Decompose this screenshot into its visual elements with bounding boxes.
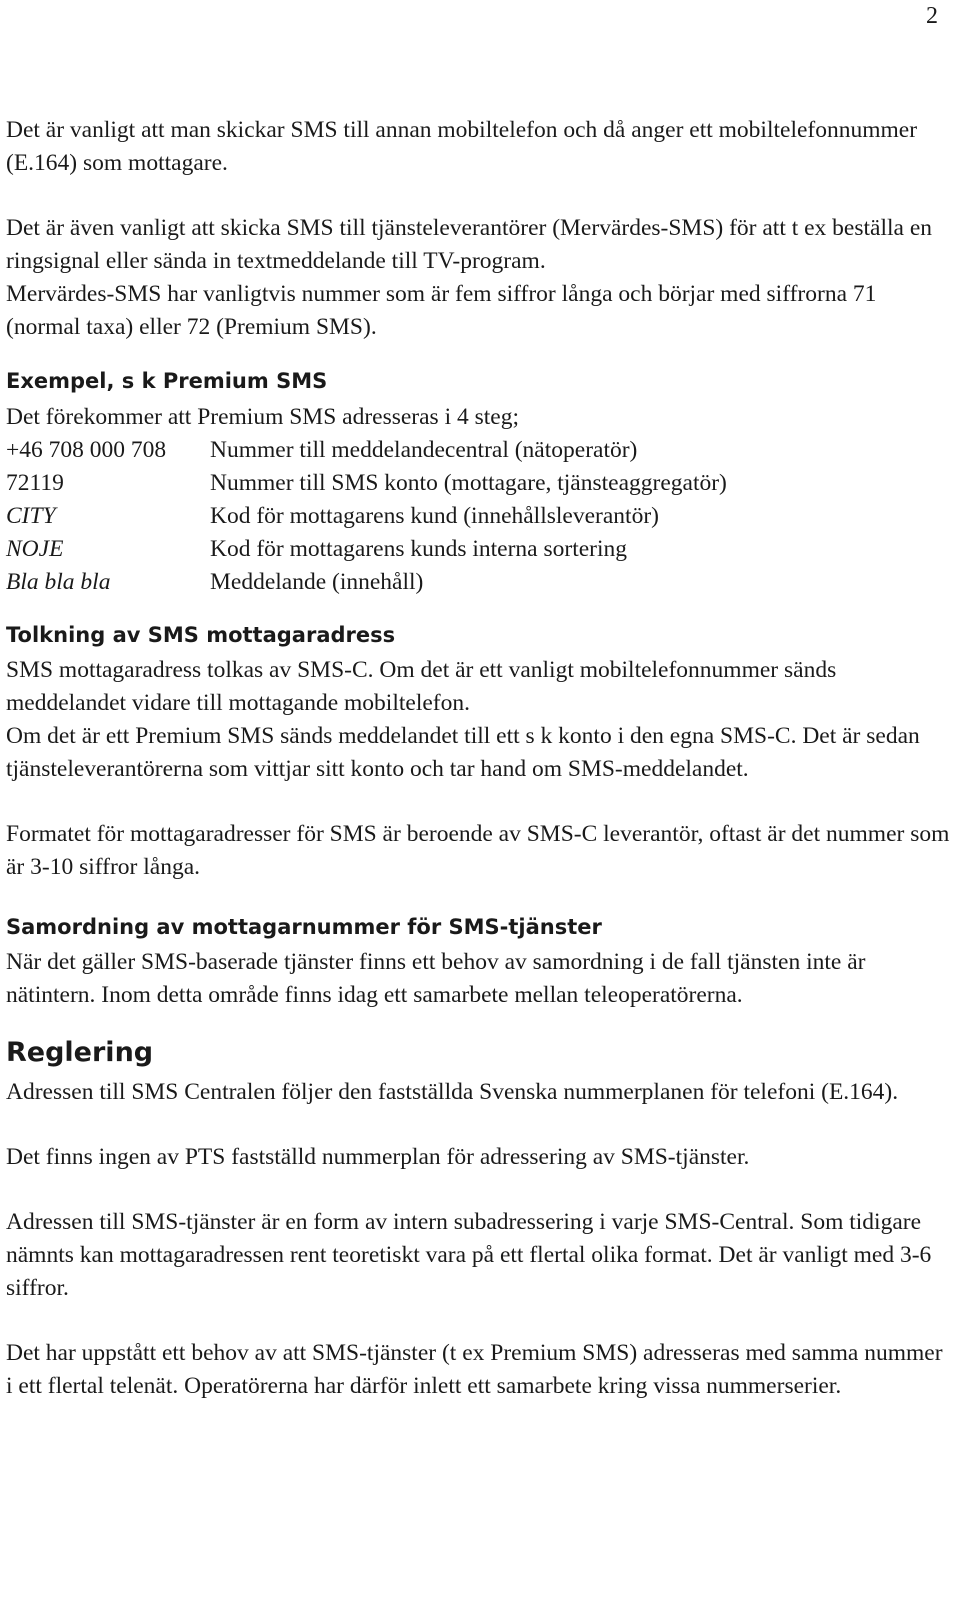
reglering-paragraph-4: Det har uppstått ett behov av att SMS-tjänster (t ex Premium SMS) adresseras med samma nummer i ett flertal telenät. Operatörerna har därför inlett ett samarbete kring vissa nummerserier. (6, 1340, 943, 1399)
reglering-paragraph-1: Adressen till SMS Centralen följer den fastställda Svenska nummerplanen för telefoni (E.164). (6, 1079, 899, 1105)
address-code: +46 708 000 708 (6, 437, 167, 463)
samordning-heading: Samordning av mottagarnummer för SMS-tjänster (6, 915, 602, 939)
samordning-paragraph-1: När det gäller SMS-baserade tjänster finns ett behov av samordning i de fall tjänsten inte är nätintern. Inom detta område finns idag ett samarbete mellan teleoperatörerna. (6, 949, 866, 1008)
table-row (6, 533, 727, 566)
reglering-paragraph-2: Det finns ingen av PTS fastställd nummerplan för adressering av SMS-tjänster. (6, 1144, 750, 1170)
address-description: Meddelande (innehåll) (210, 569, 424, 595)
exempel-intro: Det förekommer att Premium SMS adresseras i 4 steg; (6, 404, 519, 430)
table-row (6, 434, 727, 467)
reglering-paragraph-3: Adressen till SMS-tjänster är en form av intern subadressering i varje SMS-Central. Som tidigare nämnts kan mottagaradressen rent teoretiskt vara på ett flertal olika format. Det är vanligt med 3-6 siffror. (6, 1209, 932, 1301)
exempel-heading: Exempel, s k Premium SMS (6, 369, 328, 393)
tolkning-paragraph-1: SMS mottagaradress tolkas av SMS-C. Om det är ett vanligt mobiltelefonnummer sänds meddelandet vidare till mottagande mobiltelefon. (6, 657, 837, 716)
address-code: CITY (6, 503, 56, 529)
address-code: Bla bla bla (6, 569, 111, 595)
intro-paragraph-2: Det är även vanligt att skicka SMS till tjänsteleverantörer (Mervärdes-SMS) för att t ex beställa en ringsignal eller sända in textmeddelande till TV-program. (6, 215, 933, 274)
address-description: Nummer till SMS konto (mottagare, tjänsteaggregatör) (210, 470, 727, 496)
tolkning-heading: Tolkning av SMS mottagaradress (6, 623, 396, 647)
tolkning-paragraph-2: Om det är ett Premium SMS sänds meddelandet till ett s k konto i den egna SMS-C. Det är sedan tjänsteleverantörerna som vittjar sitt konto och tar hand om SMS-meddelandet. (6, 723, 920, 782)
address-description: Nummer till meddelandecentral (nätoperatör) (210, 437, 638, 463)
reglering-heading: Reglering (6, 1037, 154, 1068)
table-row (6, 500, 727, 533)
address-steps-table (6, 434, 727, 599)
intro-paragraph-3: Mervärdes-SMS har vanligtvis nummer som är fem siffror långa och börjar med siffrorna 71 (normal taxa) eller 72 (Premium SMS). (6, 281, 877, 340)
intro-paragraph-1: Det är vanligt att man skickar SMS till annan mobiltelefon och då anger ett mobiltelefonnummer (E.164) som mottagare. (6, 117, 918, 176)
address-code: 72119 (6, 470, 64, 496)
table-row (6, 467, 727, 500)
address-description: Kod för mottagarens kund (innehållsleverantör) (210, 503, 659, 529)
tolkning-paragraph-3: Formatet för mottagaradresser för SMS är beroende av SMS-C leverantör, oftast är det nummer som är 3-10 siffror långa. (6, 821, 950, 880)
document-body (6, 114, 951, 1403)
address-code: NOJE (6, 536, 64, 562)
table-row (6, 566, 727, 599)
page-number: 2 (926, 3, 938, 29)
address-description: Kod för mottagarens kunds interna sortering (210, 536, 628, 562)
